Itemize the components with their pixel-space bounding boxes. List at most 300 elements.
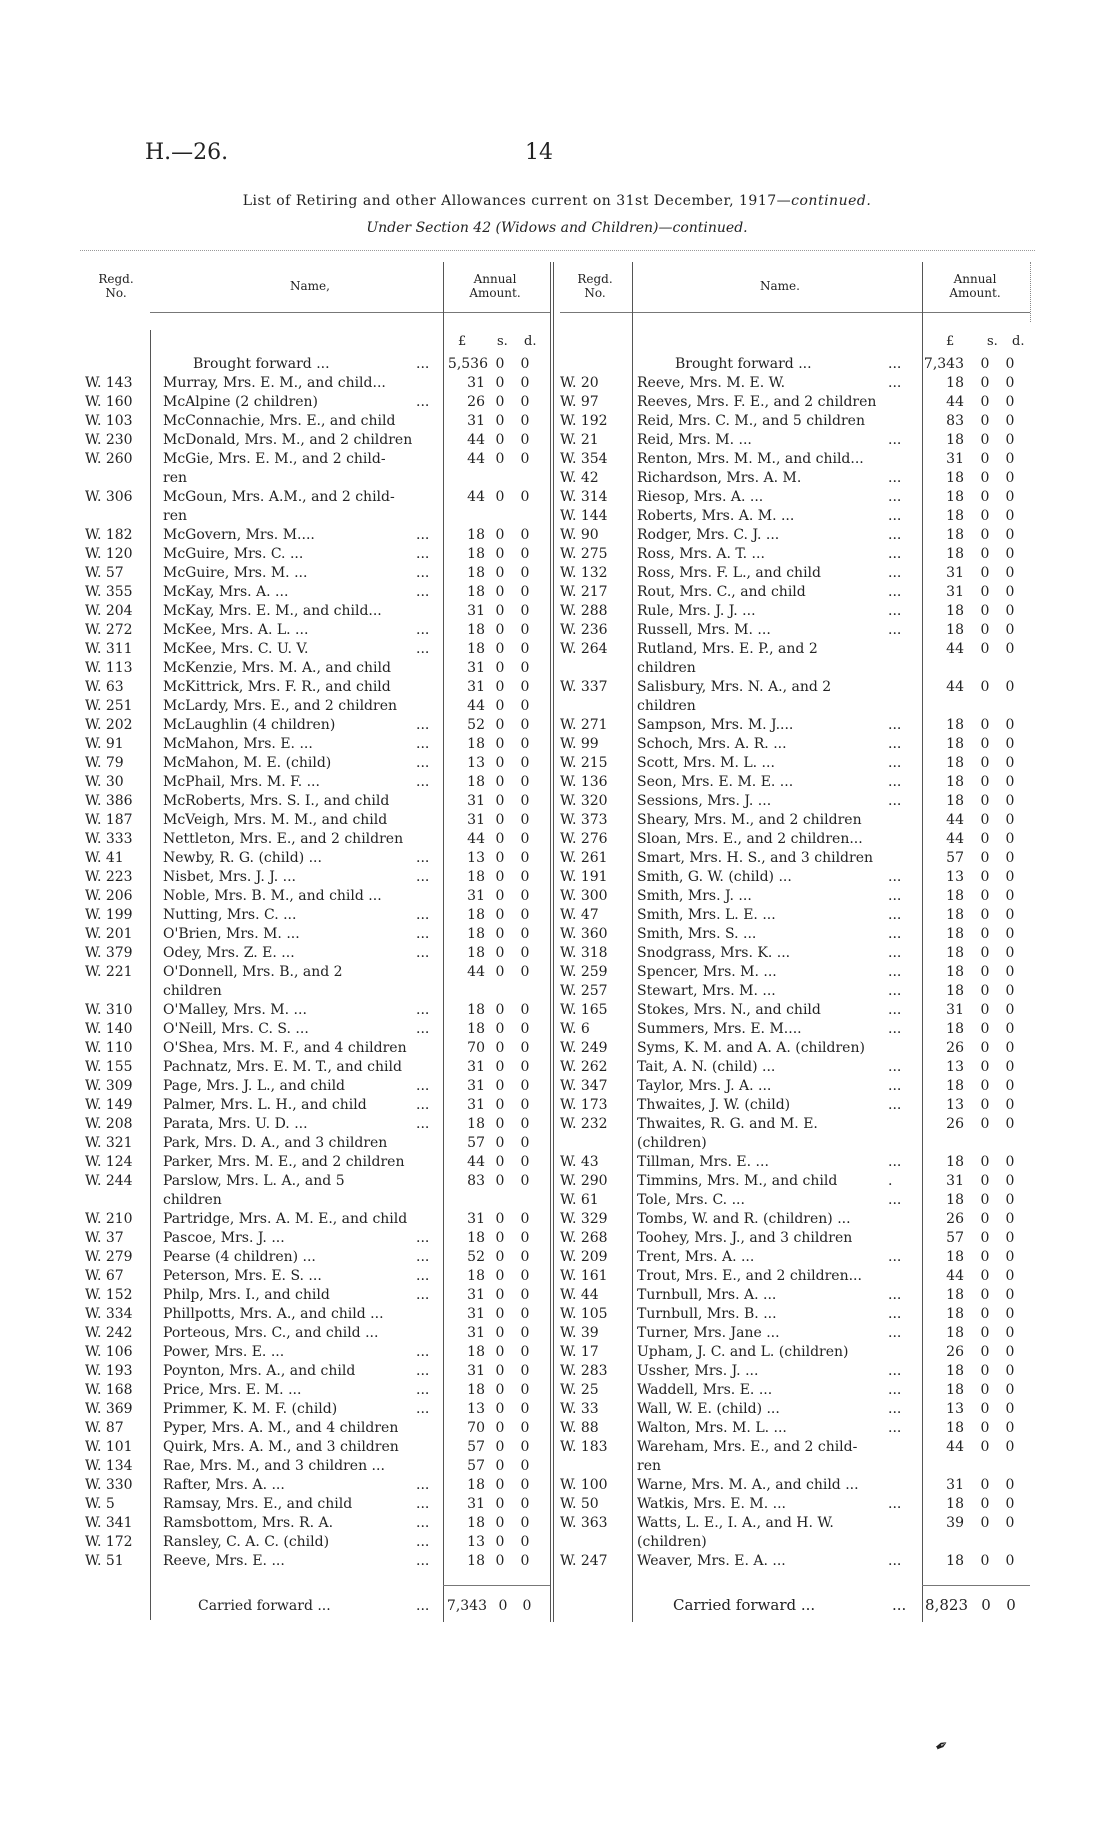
rule-center-b [553, 262, 554, 1622]
shilling-head-left: s. [497, 334, 508, 349]
table-row [85, 1496, 545, 1515]
table-row [85, 375, 545, 394]
table-row [85, 1135, 545, 1154]
table-row [560, 622, 1040, 641]
regd-number: W. 300 [560, 888, 608, 904]
shillings-cell: 0 [980, 622, 990, 638]
regd-number: W. 21 [560, 432, 599, 448]
pounds-cell: 18 [946, 907, 964, 923]
table-row [560, 1363, 1040, 1382]
pence-cell: 0 [1005, 527, 1015, 543]
pence-cell: 0 [1005, 1496, 1015, 1512]
regd-number: W. 232 [560, 1116, 608, 1132]
table-row [85, 527, 545, 546]
name-cell: Ramsbottom, Mrs. R. A. [163, 1515, 334, 1531]
table-row [85, 1534, 545, 1553]
regd-number: W. 187 [85, 812, 133, 828]
pounds-cell: 18 [467, 527, 485, 543]
pence-cell: 0 [1005, 1515, 1015, 1531]
leader-dots: ... [888, 869, 902, 885]
shillings-cell: 0 [495, 1135, 505, 1151]
name-cell: Stewart, Mrs. M. ... [637, 983, 776, 999]
regd-number: W. 347 [560, 1078, 608, 1094]
pounds-cell: 31 [467, 1097, 485, 1113]
pounds-cell: 57 [467, 1135, 485, 1151]
regd-number: W. 149 [85, 1097, 133, 1113]
shillings-cell: 0 [980, 1230, 990, 1246]
carried-forward-dots: ... [416, 1598, 430, 1614]
pence-cell: 0 [520, 1553, 530, 1569]
regd-number: W. 259 [560, 964, 608, 980]
regd-number: W. 105 [560, 1306, 608, 1322]
pence-cell: 0 [1005, 793, 1015, 809]
regd-number: W. 244 [85, 1173, 133, 1189]
regd-number: W. 99 [560, 736, 599, 752]
leader-dots: ... [888, 1154, 902, 1170]
regd-number: W. 25 [560, 1382, 599, 1398]
regd-number: W. 50 [560, 1496, 599, 1512]
name-cell: Tait, A. N. (child) ... [637, 1059, 776, 1075]
regd-number: W. 314 [560, 489, 608, 505]
regd-number: W. 206 [85, 888, 133, 904]
pounds-cell: 18 [467, 1116, 485, 1132]
name-cell: McGovern, Mrs. M.... [163, 527, 315, 543]
shillings-cell: 0 [495, 1249, 505, 1265]
regd-number: W. 210 [85, 1211, 133, 1227]
pounds-cell: 18 [467, 1553, 485, 1569]
name-cell: Turner, Mrs. Jane ... [637, 1325, 780, 1341]
regd-number: W. 268 [560, 1230, 608, 1246]
pence-cell: 0 [1005, 432, 1015, 448]
shillings-cell: 0 [495, 1439, 505, 1455]
pence-cell: 0 [520, 1287, 530, 1303]
pounds-cell: 18 [467, 907, 485, 923]
regd-number: W. 276 [560, 831, 608, 847]
pounds-cell: 18 [946, 1021, 964, 1037]
leader-dots: ... [416, 736, 430, 752]
carried-forward-shillings: 0 [981, 1596, 991, 1614]
pounds-cell: 18 [467, 869, 485, 885]
table-row [560, 470, 1040, 489]
pence-cell: 0 [520, 1515, 530, 1531]
pence-cell: 0 [520, 1458, 530, 1474]
name-cell: Thwaites, J. W. (child) [637, 1097, 791, 1113]
pence-cell: 0 [520, 1097, 530, 1113]
shillings-cell: 0 [980, 451, 990, 467]
pence-cell: 0 [520, 375, 530, 391]
regd-number: W. 67 [85, 1268, 124, 1284]
pounds-cell: 18 [946, 432, 964, 448]
pence-cell: 0 [1005, 831, 1015, 847]
name-cell: McKay, Mrs. E. M., and child... [163, 603, 382, 619]
pound-head-right: £ [946, 334, 955, 349]
shillings-cell: 0 [495, 926, 505, 942]
pounds-cell: 18 [946, 546, 964, 562]
table-row [85, 1192, 545, 1211]
pence-cell: 0 [520, 527, 530, 543]
regd-number: W. 279 [85, 1249, 133, 1265]
pounds-cell: 18 [467, 584, 485, 600]
table-row [85, 660, 545, 679]
shillings-cell: 0 [495, 641, 505, 657]
rule-right-end [1030, 262, 1031, 322]
name-cell: Taylor, Mrs. J. A. ... [637, 1078, 772, 1094]
shillings-cell: 0 [980, 1439, 990, 1455]
table-row [560, 1211, 1040, 1230]
table-row [85, 546, 545, 565]
shillings-cell: 0 [495, 812, 505, 828]
brought-forward-pounds: 5,536 [447, 356, 488, 372]
shillings-cell: 0 [980, 1515, 990, 1531]
leader-dots: ... [416, 1268, 430, 1284]
leader-dots: ... [416, 1382, 430, 1398]
col-name-left: Name, [290, 279, 330, 293]
regd-number: W. 100 [560, 1477, 608, 1493]
leader-dots: ... [416, 1553, 430, 1569]
brought-forward-pence: 0 [1005, 356, 1015, 372]
regd-number: W. 330 [85, 1477, 133, 1493]
pounds-cell: 31 [467, 812, 485, 828]
regd-number: W. 79 [85, 755, 124, 771]
leader-dots: ... [888, 508, 902, 524]
name-cell: Upham, J. C. and L. (children) [637, 1344, 849, 1360]
shillings-cell: 0 [980, 565, 990, 581]
shillings-cell: 0 [495, 375, 505, 391]
leader-dots: ... [416, 1363, 430, 1379]
leader-dots: ... [888, 983, 902, 999]
pounds-cell: 18 [467, 1230, 485, 1246]
shillings-cell: 0 [980, 736, 990, 752]
regd-number: W. 41 [85, 850, 124, 866]
regd-number: W. 271 [560, 717, 608, 733]
regd-number: W. 172 [85, 1534, 133, 1550]
shillings-cell: 0 [980, 1154, 990, 1170]
title-main: List of Retiring and other Allowances current on 31st December, 1917— [242, 193, 792, 209]
table-row [560, 1287, 1040, 1306]
pence-cell: 0 [1005, 926, 1015, 942]
pounds-cell: 26 [946, 1344, 964, 1360]
table-row [85, 432, 545, 451]
name-cell: ren [163, 508, 187, 524]
regd-number: W. 97 [560, 394, 599, 410]
pence-cell: 0 [520, 489, 530, 505]
leader-dots: ... [416, 1534, 430, 1550]
name-cell: Trout, Mrs. E., and 2 children... [637, 1268, 862, 1284]
table-row [560, 983, 1040, 1002]
table-row [560, 679, 1040, 698]
pounds-cell: 44 [946, 812, 964, 828]
regd-number: W. 193 [85, 1363, 133, 1379]
name-cell: Waddell, Mrs. E. ... [637, 1382, 773, 1398]
pence-cell: 0 [520, 413, 530, 429]
table-row [560, 1553, 1040, 1572]
pence-cell: 0 [1005, 546, 1015, 562]
leader-dots: ... [888, 888, 902, 904]
shillings-cell: 0 [980, 679, 990, 695]
shillings-cell: 0 [495, 1458, 505, 1474]
name-cell: Parata, Mrs. U. D. ... [163, 1116, 308, 1132]
shillings-cell: 0 [980, 945, 990, 961]
table-row [560, 945, 1040, 964]
shillings-cell: 0 [980, 470, 990, 486]
pounds-cell: 18 [946, 755, 964, 771]
leader-dots: ... [416, 546, 430, 562]
pence-cell: 0 [520, 1344, 530, 1360]
leader-dots: ... [416, 907, 430, 923]
pence-cell: 0 [1005, 508, 1015, 524]
table-row [85, 812, 545, 831]
shillings-cell: 0 [495, 603, 505, 619]
pence-cell: 0 [1005, 1287, 1015, 1303]
pence-cell: 0 [520, 1078, 530, 1094]
name-cell: ren [637, 1458, 661, 1474]
regd-number: W. 272 [85, 622, 133, 638]
name-cell: Phillpotts, Mrs. A., and child ... [163, 1306, 384, 1322]
shillings-cell: 0 [495, 1553, 505, 1569]
pounds-cell: 31 [467, 679, 485, 695]
leader-dots: ... [416, 1078, 430, 1094]
pounds-cell: 31 [946, 1002, 964, 1018]
leader-dots: ... [416, 1515, 430, 1531]
pence-cell: 0 [1005, 470, 1015, 486]
pence-cell: 0 [520, 1496, 530, 1512]
pence-cell: 0 [1005, 1192, 1015, 1208]
pence-cell: 0 [520, 1116, 530, 1132]
pence-cell: 0 [1005, 413, 1015, 429]
leader-dots: ... [888, 774, 902, 790]
regd-number: W. 39 [560, 1325, 599, 1341]
carried-forward-label: Carried forward ... [198, 1598, 331, 1614]
name-cell: McMahon, Mrs. E. ... [163, 736, 313, 752]
table-row [85, 1382, 545, 1401]
table-row [560, 451, 1040, 470]
leader-dots: ... [888, 1249, 902, 1265]
leader-dots: ... [416, 1249, 430, 1265]
name-cell: Reid, Mrs. M. ... [637, 432, 752, 448]
table-row [85, 831, 545, 850]
name-cell: Palmer, Mrs. L. H., and child [163, 1097, 367, 1113]
pence-cell: 0 [520, 1135, 530, 1151]
table-row [560, 1439, 1040, 1458]
pence-head-right: d. [1012, 334, 1025, 349]
pence-cell: 0 [520, 812, 530, 828]
table-row [85, 1515, 545, 1534]
table-row [85, 508, 545, 527]
pounds-cell: 70 [467, 1040, 485, 1056]
table-row [560, 831, 1040, 850]
pounds-cell: 44 [467, 831, 485, 847]
name-cell: Rule, Mrs. J. J. ... [637, 603, 756, 619]
shillings-cell: 0 [495, 1002, 505, 1018]
shillings-cell: 0 [495, 869, 505, 885]
shillings-cell: 0 [495, 1325, 505, 1341]
name-cell: Smith, Mrs. L. E. ... [637, 907, 776, 923]
pounds-cell: 44 [946, 831, 964, 847]
regd-number: W. 132 [560, 565, 608, 581]
regd-number: W. 134 [85, 1458, 133, 1474]
pence-cell: 0 [520, 774, 530, 790]
leader-dots: ... [416, 394, 430, 410]
pounds-cell: 18 [467, 1021, 485, 1037]
shillings-cell: 0 [980, 394, 990, 410]
name-cell: McKay, Mrs. A. ... [163, 584, 289, 600]
pence-cell: 0 [520, 736, 530, 752]
pence-cell: 0 [1005, 850, 1015, 866]
pounds-cell: 18 [946, 489, 964, 505]
table-row [85, 394, 545, 413]
name-cell: Parker, Mrs. M. E., and 2 children [163, 1154, 405, 1170]
regd-number: W. 17 [560, 1344, 599, 1360]
name-cell: Primmer, K. M. F. (child) [163, 1401, 338, 1417]
name-cell: (children) [637, 1135, 707, 1151]
name-cell: Nutting, Mrs. C. ... [163, 907, 297, 923]
shillings-cell: 0 [980, 641, 990, 657]
shillings-cell: 0 [495, 1401, 505, 1417]
name-cell: (children) [637, 1534, 707, 1550]
pounds-cell: 57 [467, 1458, 485, 1474]
name-cell: Smith, G. W. (child) ... [637, 869, 792, 885]
table-row [85, 698, 545, 717]
shillings-cell: 0 [980, 1192, 990, 1208]
regd-number: W. 249 [560, 1040, 608, 1056]
pounds-cell: 18 [946, 945, 964, 961]
leader-dots: ... [416, 755, 430, 771]
pounds-cell: 39 [946, 1515, 964, 1531]
table-row [85, 1040, 545, 1059]
table-row [560, 1249, 1040, 1268]
table-row [85, 888, 545, 907]
regd-number: W. 143 [85, 375, 133, 391]
table-row [85, 622, 545, 641]
pounds-cell: 18 [946, 774, 964, 790]
pounds-cell: 31 [467, 1306, 485, 1322]
table-row [85, 1458, 545, 1477]
regd-number: W. 191 [560, 869, 608, 885]
name-cell: Wall, W. E. (child) ... [637, 1401, 780, 1417]
shillings-cell: 0 [495, 1477, 505, 1493]
shillings-cell: 0 [980, 1401, 990, 1417]
table-row [560, 1515, 1040, 1534]
pence-cell: 0 [1005, 375, 1015, 391]
pounds-cell: 26 [467, 394, 485, 410]
name-cell: children [637, 660, 696, 676]
table-row [560, 546, 1040, 565]
name-cell: McLardy, Mrs. E., and 2 children [163, 698, 398, 714]
name-cell: Scott, Mrs. M. L. ... [637, 755, 775, 771]
pounds-cell: 44 [946, 1439, 964, 1455]
pounds-cell: 31 [467, 413, 485, 429]
pence-cell: 0 [520, 565, 530, 581]
pence-cell: 0 [1005, 983, 1015, 999]
pounds-cell: 18 [946, 926, 964, 942]
leader-dots: ... [416, 1097, 430, 1113]
table-row [85, 1553, 545, 1572]
table-row [85, 1268, 545, 1287]
shillings-cell: 0 [495, 1059, 505, 1075]
name-cell: Ross, Mrs. A. T. ... [637, 546, 765, 562]
pounds-cell: 31 [946, 451, 964, 467]
leader-dots: ... [416, 1401, 430, 1417]
name-cell: Syms, K. M. and A. A. (children) [637, 1040, 865, 1056]
pence-cell: 0 [520, 755, 530, 771]
regd-number: W. 152 [85, 1287, 133, 1303]
pence-cell: 0 [1005, 945, 1015, 961]
name-cell: Turnbull, Mrs. A. ... [637, 1287, 777, 1303]
table-row [85, 1173, 545, 1192]
leader-dots: ... [888, 945, 902, 961]
table-row [560, 1401, 1040, 1420]
shillings-cell: 0 [980, 888, 990, 904]
shillings-cell: 0 [495, 546, 505, 562]
regd-number: W. 275 [560, 546, 608, 562]
table-row [85, 1116, 545, 1135]
table-row [85, 1306, 545, 1325]
shillings-cell: 0 [495, 1211, 505, 1227]
pence-cell: 0 [520, 1363, 530, 1379]
name-cell: Newby, R. G. (child) ... [163, 850, 322, 866]
name-cell: Tillman, Mrs. E. ... [637, 1154, 769, 1170]
regd-number: W. 5 [85, 1496, 115, 1512]
table-row [85, 1477, 545, 1496]
leader-dots: ... [416, 869, 430, 885]
pence-cell: 0 [1005, 641, 1015, 657]
pence-cell: 0 [520, 394, 530, 410]
shillings-cell: 0 [495, 394, 505, 410]
regd-number: W. 260 [85, 451, 133, 467]
leader-dots: ... [888, 793, 902, 809]
name-cell: McGuire, Mrs. M. ... [163, 565, 308, 581]
table-row [560, 755, 1040, 774]
pounds-cell: 18 [946, 1249, 964, 1265]
shillings-cell: 0 [980, 1249, 990, 1265]
table-row [560, 1116, 1040, 1135]
pence-cell: 0 [1005, 603, 1015, 619]
table-row [560, 1477, 1040, 1496]
table-row [560, 850, 1040, 869]
pence-cell: 0 [520, 945, 530, 961]
regd-number: W. 320 [560, 793, 608, 809]
pence-cell: 0 [1005, 1040, 1015, 1056]
table-row [560, 1078, 1040, 1097]
name-cell: Pearse (4 children) ... [163, 1249, 316, 1265]
regd-number: W. 160 [85, 394, 133, 410]
pence-cell: 0 [520, 432, 530, 448]
header-rule-right [560, 312, 1030, 313]
name-cell: Summers, Mrs. E. M.... [637, 1021, 802, 1037]
pence-cell: 0 [1005, 1173, 1015, 1189]
shillings-cell: 0 [495, 1230, 505, 1246]
name-cell: O'Donnell, Mrs. B., and 2 [163, 964, 343, 980]
pence-cell: 0 [1005, 1002, 1015, 1018]
regd-number: W. 88 [560, 1420, 599, 1436]
leader-dots: ... [416, 1344, 430, 1360]
table-row [560, 926, 1040, 945]
shillings-cell: 0 [980, 964, 990, 980]
shillings-cell: 0 [980, 1287, 990, 1303]
pence-cell: 0 [520, 1382, 530, 1398]
pence-cell: 0 [1005, 1059, 1015, 1075]
name-cell: Tombs, W. and R. (children) ... [637, 1211, 851, 1227]
pounds-cell: 13 [467, 755, 485, 771]
name-cell: McVeigh, Mrs. M. M., and child [163, 812, 388, 828]
pounds-cell: 44 [467, 964, 485, 980]
pence-cell: 0 [520, 1268, 530, 1284]
leader-dots: ... [416, 945, 430, 961]
leader-dots: ... [888, 1021, 902, 1037]
brought-forward-shillings: 0 [980, 356, 990, 372]
regd-number: W. 110 [85, 1040, 133, 1056]
name-cell: Sheary, Mrs. M., and 2 children [637, 812, 862, 828]
